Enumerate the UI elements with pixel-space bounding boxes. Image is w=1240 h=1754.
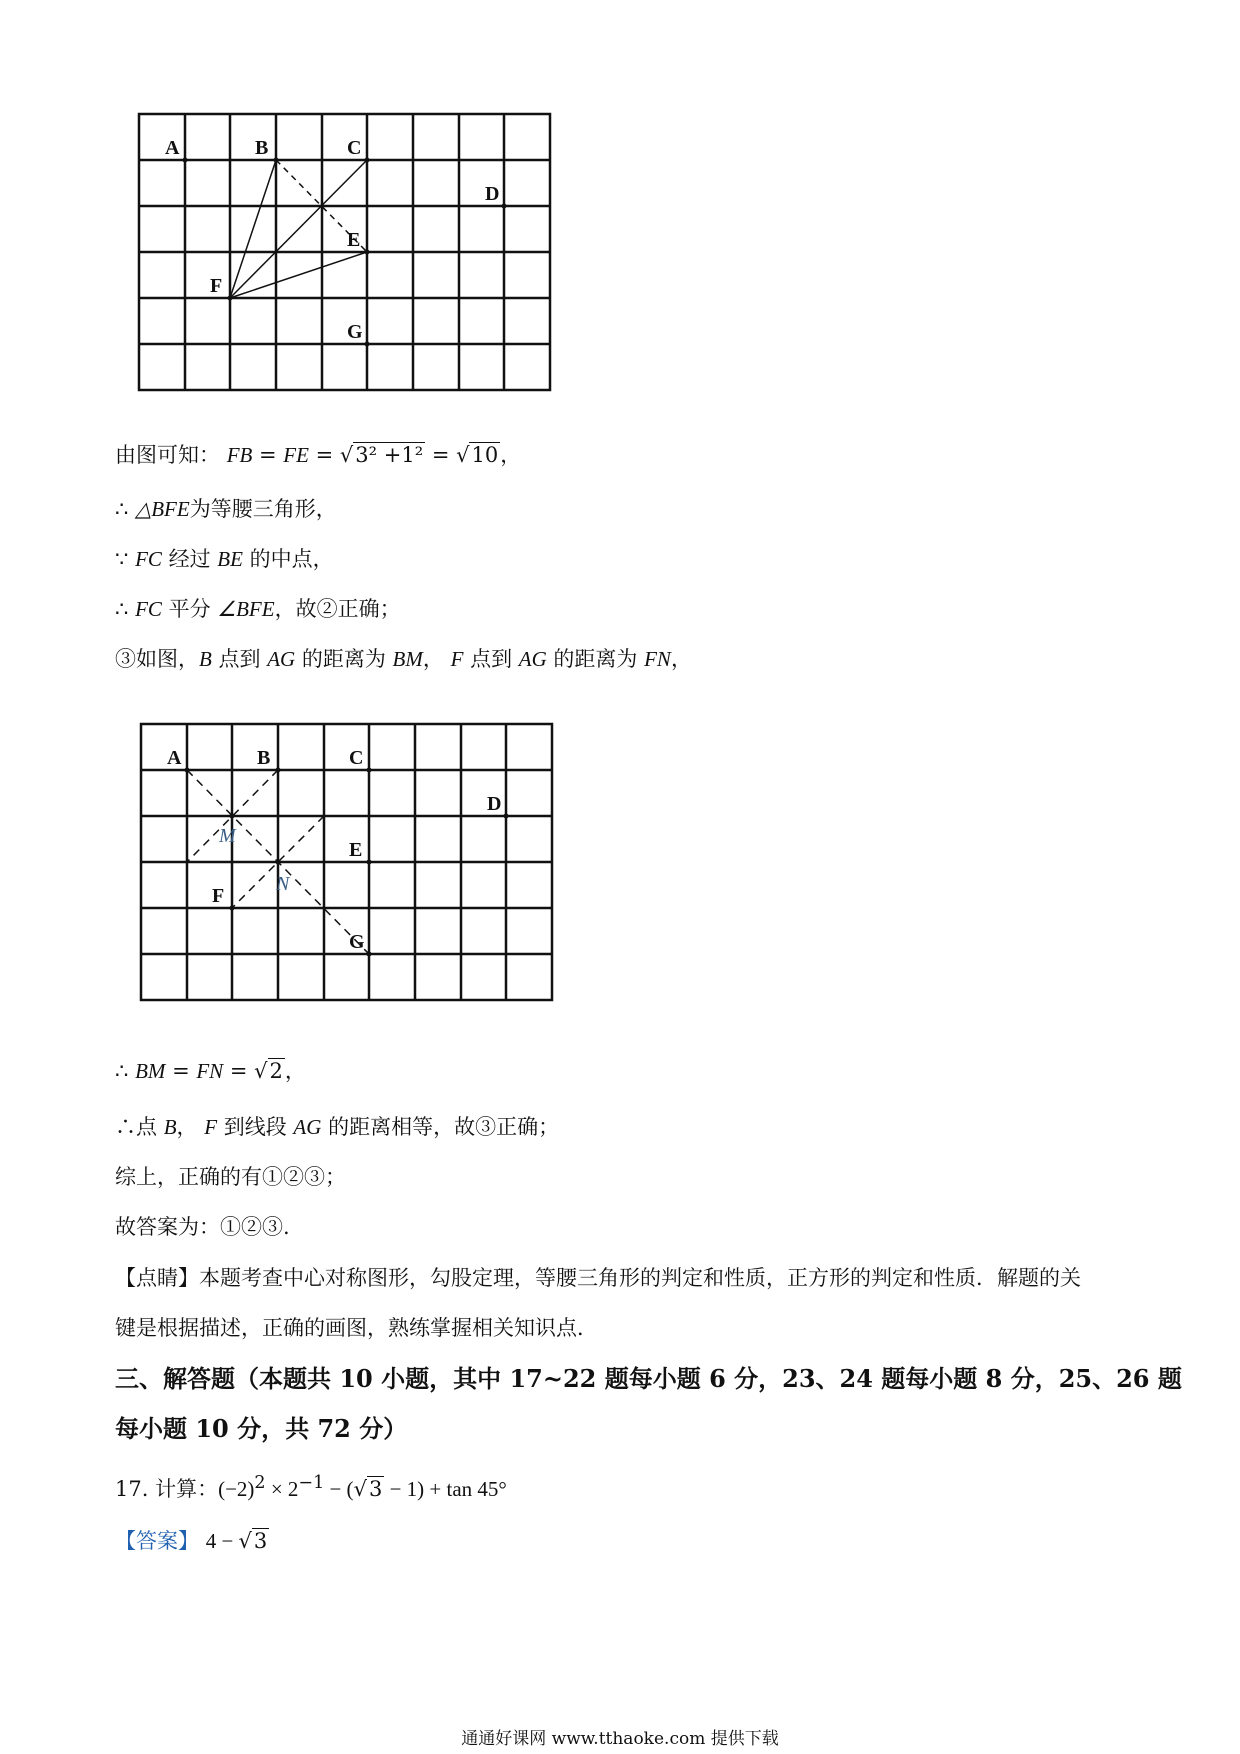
text-line-5: ③如图，B 点到 AG 的距离为 BM， F 点到 AG 的距离为 FN， [115, 647, 692, 671]
answer-tag: 【答案】 [115, 1529, 199, 1553]
fig1-label-A: A [165, 137, 180, 159]
fig2-label-G: G [349, 931, 365, 953]
section-title-line-2: 每小题 10 分，共 72 分） [115, 1414, 408, 1443]
fig2-label-A: A [167, 747, 182, 769]
fig2-label-B: B [257, 747, 271, 769]
text-line-1: 由图可知： FB = FE = √3² +1² = √10， [115, 443, 522, 467]
fig1-label-C: C [347, 137, 362, 159]
fig1-label-D: D [485, 183, 500, 205]
fig1-label-F: F [210, 275, 223, 297]
text-line-2: ∴ △BFE为等腰三角形， [115, 497, 337, 521]
answer-17: 【答案】 4 − √3 [115, 1529, 268, 1553]
fig2-label-F: F [212, 885, 225, 907]
fig2-label-M: M [219, 825, 236, 847]
text-line-4: ∴ FC 平分 ∠BFE，故②正确； [115, 597, 401, 621]
text-line-9: 故答案为：①②③. [115, 1215, 290, 1239]
text-line-7: ∴点 B， F 到线段 AG 的距离相等，故③正确； [115, 1115, 560, 1139]
footer: 通通好课网 www.tthaoke.com 提供下载 [461, 1729, 779, 1749]
fig2-label-C: C [349, 747, 364, 769]
figure-2-grid [139, 722, 559, 1012]
fig1-label-E: E [347, 229, 361, 251]
text-line-11: 键是根据描述，正确的画图，熟练掌握相关知识点． [115, 1316, 598, 1340]
text-line-10: 【点睛】本题考查中心对称图形，勾股定理，等腰三角形的判定和性质，正方形的判定和性质．解题的关 [115, 1266, 1081, 1290]
text-line-8: 综上，正确的有①②③； [115, 1165, 346, 1189]
fig1-label-B: B [255, 137, 269, 159]
fig2-label-D: D [487, 793, 502, 815]
fig2-label-N: N [276, 873, 290, 895]
section-title-line-1: 三、解答题（本题共 10 小题，其中 17~22 题每小题 6 分，23、24 题每小题 8 分，25、26 题 [115, 1364, 1182, 1393]
text-line-3: ∵ FC 经过 BE 的中点， [115, 547, 334, 571]
fig2-label-E: E [349, 839, 363, 861]
question-17: 17. 计算：$(-2)^2 \times 2^{-1} - (√3 - 1) + \tan 45^\circ$ [115, 1473, 507, 1501]
fig1-label-G: G [347, 321, 363, 343]
figure-1-grid [137, 112, 557, 402]
text-line-6: ∴ BM = FN = √2， [115, 1059, 306, 1083]
